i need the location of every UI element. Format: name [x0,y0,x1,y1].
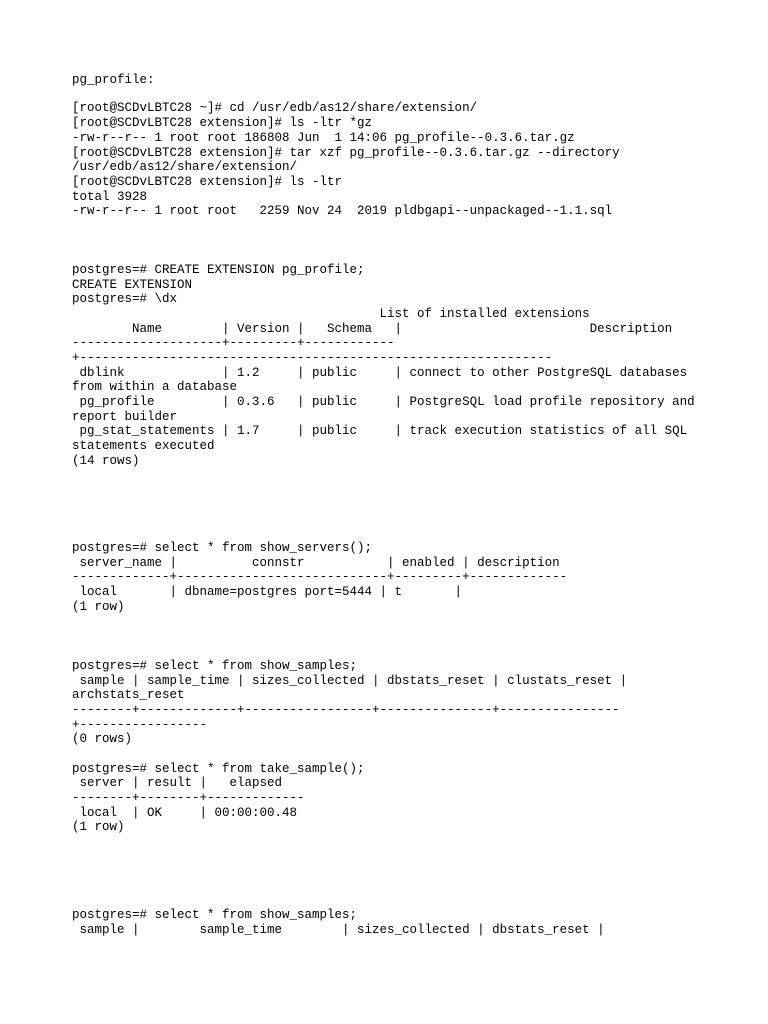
text-line: +--------------------------------------------------------------- [72,351,553,365]
text-line: total 3928 [72,190,148,204]
text-line: -rw-r--r-- 1 root root 2259 Nov 24 2019 pldbgapi--unpackaged--1.1.sql [72,204,613,218]
text-line: server | result | elapsed [72,776,283,790]
text-line: postgres=# select * from show_servers(); [72,541,373,555]
text-line: [root@SCDvLBTC28 extension]# ls -ltr *gz [72,116,373,130]
text-line: [root@SCDvLBTC28 ~]# cd /usr/edb/as12/share/extension/ [72,101,478,115]
text-line: Name | Version | Schema | Description [72,322,673,336]
text-line: pg_profile | 0.3.6 | public | PostgreSQL load profile repository and [72,395,695,409]
text-line: --------+-------------+-----------------+---------------+---------------- [72,703,620,717]
text-line: (1 row) [72,600,125,614]
text-line: sample | sample_time | sizes_collected | dbstats_reset | [72,923,605,937]
text-line: --------+--------+------------- [72,791,305,805]
text-line: pg_profile: [72,73,155,87]
text-line: pg_stat_statements | 1.7 | public | track execution statistics of all SQL [72,424,688,438]
text-line: -------------+----------------------------+---------+------------- [72,570,568,584]
text-line: from within a database [72,380,238,394]
text-line: dblink | 1.2 | public | connect to other PostgreSQL databases [72,366,688,380]
text-line: postgres=# CREATE EXTENSION pg_profile; [72,263,365,277]
text-line: [root@SCDvLBTC28 extension]# ls -ltr [72,175,343,189]
text-line: report builder [72,410,178,424]
text-line: (0 rows) [72,732,133,746]
text-line: List of installed extensions [72,307,590,321]
text-line: postgres=# select * from show_samples; [72,908,358,922]
text-line: (1 row) [72,820,125,834]
text-line: /usr/edb/as12/share/extension/ [72,160,298,174]
text-line: --------------------+---------+------------ [72,336,395,350]
text-line: local | OK | 00:00:00.48 [72,806,298,820]
text-line: statements executed [72,439,215,453]
text-line: server_name | connstr | enabled | description [72,556,560,570]
text-line: (14 rows) [72,454,140,468]
text-line: -rw-r--r-- 1 root root 186808 Jun 1 14:06 pg_profile--0.3.6.tar.gz [72,131,575,145]
text-line: local | dbname=postgres port=5444 | t | [72,585,463,599]
text-line: archstats_reset [72,688,185,702]
text-line: CREATE EXTENSION [72,278,193,292]
text-line: postgres=# select * from take_sample(); [72,762,365,776]
text-line: +----------------- [72,718,208,732]
text-line: sample | sample_time | sizes_collected | dbstats_reset | clustats_reset | [72,674,628,688]
text-line: postgres=# \dx [72,292,178,306]
text-line: [root@SCDvLBTC28 extension]# tar xzf pg_profile--0.3.6.tar.gz --directory [72,146,620,160]
text-line: postgres=# select * from show_samples; [72,659,358,673]
